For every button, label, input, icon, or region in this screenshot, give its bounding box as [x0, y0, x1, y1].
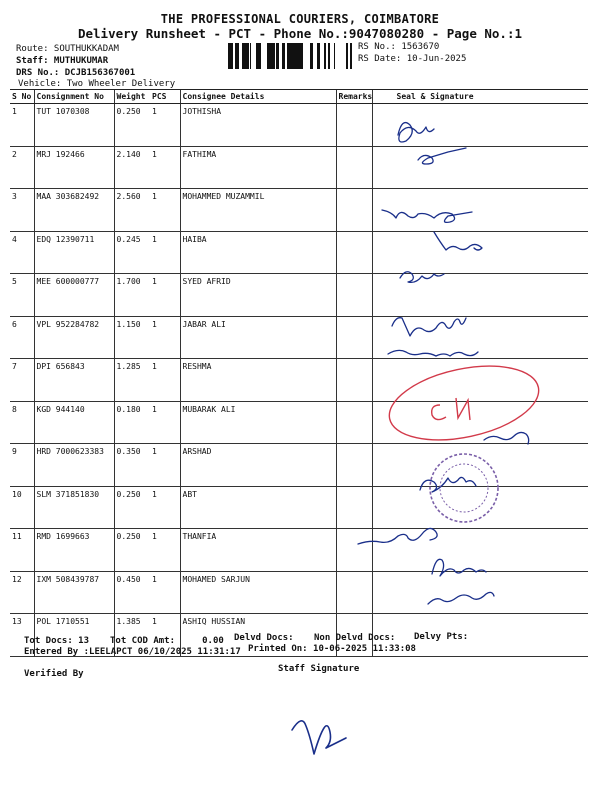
barcode-bar	[230, 43, 232, 69]
rs-number: RS No.: 1563670	[358, 42, 440, 52]
row-pcs: 1	[150, 316, 180, 359]
row-seal-signature	[372, 231, 588, 274]
row-weight: 2.140	[114, 146, 150, 189]
row-seal-signature	[372, 486, 588, 529]
row-remarks	[336, 359, 372, 402]
row-sno: 11	[10, 529, 34, 572]
delivered-docs: Delvd Docs:	[234, 633, 294, 643]
row-consignee: MOHAMMED MUZAMMIL	[180, 189, 336, 232]
row-consignee: MUBARAK ALI	[180, 401, 336, 444]
row-seal-signature	[372, 104, 588, 147]
barcode-bar	[250, 43, 251, 69]
barcode-bar	[276, 43, 279, 69]
total-docs: Tot Docs: 13	[24, 636, 90, 646]
row-weight: 1.700	[114, 274, 150, 317]
delivery-points: Delvy Pts:	[414, 632, 469, 642]
barcode-bar	[299, 43, 301, 69]
staff-label: Staff: MUTHUKUMAR	[16, 56, 109, 66]
table-row	[10, 316, 588, 359]
row-consignee: ARSHAD	[180, 444, 336, 487]
row-remarks	[336, 571, 372, 614]
barcode-bar	[232, 43, 233, 69]
non-delivered-docs: Non Delvd Docs:	[314, 633, 396, 643]
barcode-bar	[269, 43, 272, 69]
row-consignee: RESHMA	[180, 359, 336, 402]
row-sno: 8	[10, 401, 34, 444]
row-pcs: 1	[150, 571, 180, 614]
row-weight: 0.350	[114, 444, 150, 487]
row-pcs: 1	[150, 274, 180, 317]
row-seal-signature	[372, 189, 588, 232]
runsheet-subtitle: Delivery Runsheet - PCT - Phone No.:9047080280 - Page No.:1	[77, 26, 522, 41]
company-title: THE PROFESSIONAL COURIERS, COIMBATORE	[160, 12, 440, 26]
row-consignment: IXM 508439787	[34, 571, 114, 614]
row-consignment: SLM 371851830	[34, 486, 114, 529]
row-remarks	[336, 104, 372, 147]
barcode-bar	[324, 43, 326, 69]
row-consignment: MRJ 192466	[34, 146, 114, 189]
col-consignment: Consignment No	[34, 90, 114, 104]
barcode-bar	[351, 43, 352, 69]
row-weight: 0.180	[114, 401, 150, 444]
table-row	[10, 274, 588, 317]
table-row	[10, 486, 588, 529]
barcode-bar	[267, 43, 269, 69]
barcode-bar	[301, 43, 303, 69]
row-sno: 2	[10, 146, 34, 189]
table-row	[10, 529, 588, 572]
row-sno: 5	[10, 274, 34, 317]
table-header-row	[10, 90, 588, 104]
row-weight: 0.250	[114, 486, 150, 529]
row-consignee: SYED AFRID	[180, 274, 336, 317]
barcode-bar	[295, 43, 296, 69]
row-consignee: JABAR ALI	[180, 316, 336, 359]
row-consignment: KGD 944140	[34, 401, 114, 444]
row-consignee: FATHIMA	[180, 146, 336, 189]
vehicle-label: Vehicle: Two Wheeler Delivery	[18, 79, 176, 89]
row-seal-signature	[372, 274, 588, 317]
barcode-bar	[242, 43, 244, 69]
row-sno: 10	[10, 486, 34, 529]
row-consignee: THANFIA	[180, 529, 336, 572]
col-remarks: Remarks	[336, 90, 372, 104]
row-consignment: POL 1710551	[34, 614, 114, 657]
consignment-table	[10, 89, 588, 657]
row-seal-signature	[372, 359, 588, 402]
row-weight: 1.285	[114, 359, 150, 402]
table-row	[10, 401, 588, 444]
row-sno: 4	[10, 231, 34, 274]
barcode-bar	[289, 43, 292, 69]
row-remarks	[336, 444, 372, 487]
barcode-bar	[346, 43, 348, 69]
entered-by: Entered By :LEELAPCT 06/10/2025 11:31:17	[24, 647, 241, 657]
row-consignment: VPL 952284782	[34, 316, 114, 359]
barcode-bar	[244, 43, 247, 69]
row-pcs: 1	[150, 231, 180, 274]
route-label: Route: SOUTHUKKADAM	[16, 44, 119, 54]
row-weight: 0.450	[114, 571, 150, 614]
row-remarks	[336, 401, 372, 444]
row-weight: 1.385	[114, 614, 150, 657]
barcode-bar	[329, 43, 330, 69]
col-weight: Weight	[114, 90, 150, 104]
row-seal-signature	[372, 444, 588, 487]
row-sno: 1	[10, 104, 34, 147]
table-row	[10, 444, 588, 487]
row-weight: 0.245	[114, 231, 150, 274]
table-row	[10, 189, 588, 232]
barcode-bar	[296, 43, 299, 69]
row-sno: 3	[10, 189, 34, 232]
barcode-bar	[272, 43, 275, 69]
barcode-bar	[228, 43, 230, 69]
barcode-bar	[310, 43, 313, 69]
row-seal-signature	[372, 316, 588, 359]
barcode-bar	[287, 43, 289, 69]
barcode-bar	[317, 43, 320, 69]
row-consignment: TUT 1070308	[34, 104, 114, 147]
row-remarks	[336, 189, 372, 232]
row-pcs: 1	[150, 189, 180, 232]
row-consignee: ABT	[180, 486, 336, 529]
printed-on: Printed On: 10-06-2025 11:33:08	[248, 644, 416, 654]
row-sno: 12	[10, 571, 34, 614]
barcode-bar	[334, 43, 335, 69]
barcode-bar	[238, 43, 239, 69]
row-pcs: 1	[150, 444, 180, 487]
table-row	[10, 146, 588, 189]
row-remarks	[336, 316, 372, 359]
barcode-bar	[292, 43, 295, 69]
row-pcs: 1	[150, 614, 180, 657]
rs-date: RS Date: 10-Jun-2025	[358, 54, 467, 64]
barcode-bar	[235, 43, 238, 69]
row-remarks	[336, 231, 372, 274]
row-remarks	[336, 146, 372, 189]
drs-number: DRS No.: DCJB156367001	[16, 68, 136, 78]
barcode-bar	[256, 43, 258, 69]
col-consignee: Consignee Details	[180, 90, 336, 104]
row-pcs: 1	[150, 359, 180, 402]
row-weight: 1.150	[114, 316, 150, 359]
row-consignee: HAIBA	[180, 231, 336, 274]
row-sno: 7	[10, 359, 34, 402]
barcode-bar	[247, 43, 249, 69]
row-weight: 0.250	[114, 529, 150, 572]
row-consignment: RMD 1699663	[34, 529, 114, 572]
table-row	[10, 104, 588, 147]
barcode-bar	[258, 43, 259, 69]
row-sno: 9	[10, 444, 34, 487]
table-row	[10, 359, 588, 402]
barcode-bar	[350, 43, 351, 69]
col-seal-signature: Seal & Signature	[372, 90, 588, 104]
row-consignment: DPI 656843	[34, 359, 114, 402]
row-remarks	[336, 274, 372, 317]
row-consignee: ASHIQ HUSSIAN	[180, 614, 336, 657]
col-sno: S No	[10, 90, 34, 104]
barcode	[228, 43, 352, 69]
total-cod-amount: Tot COD Amt: 0.00	[110, 636, 224, 646]
staff-signature	[292, 721, 346, 754]
row-consignment: EDQ 12390711	[34, 231, 114, 274]
table-row	[10, 231, 588, 274]
row-seal-signature	[372, 571, 588, 614]
row-remarks	[336, 486, 372, 529]
barcode-bar	[259, 43, 261, 69]
row-seal-signature	[372, 401, 588, 444]
row-pcs: 1	[150, 104, 180, 147]
row-remarks	[336, 529, 372, 572]
row-weight: 0.250	[114, 104, 150, 147]
row-sno: 6	[10, 316, 34, 359]
row-consignment: MAA 303682492	[34, 189, 114, 232]
row-pcs: 1	[150, 401, 180, 444]
row-sno: 13	[10, 614, 34, 657]
barcode-bar	[328, 43, 329, 69]
verified-by: Verified By	[24, 669, 84, 679]
barcode-bar	[282, 43, 285, 69]
row-weight: 2.560	[114, 189, 150, 232]
row-pcs: 1	[150, 486, 180, 529]
row-consignee: MOHAMED SARJUN	[180, 571, 336, 614]
col-pcs: PCS	[150, 90, 180, 104]
row-consignment: HRD 7000623383	[34, 444, 114, 487]
row-seal-signature	[372, 146, 588, 189]
row-consignment: MEE 600000777	[34, 274, 114, 317]
row-pcs: 1	[150, 146, 180, 189]
table-row	[10, 571, 588, 614]
row-pcs: 1	[150, 529, 180, 572]
row-seal-signature	[372, 529, 588, 572]
staff-signature-label: Staff Signature	[278, 664, 360, 674]
row-consignee: JOTHISHA	[180, 104, 336, 147]
